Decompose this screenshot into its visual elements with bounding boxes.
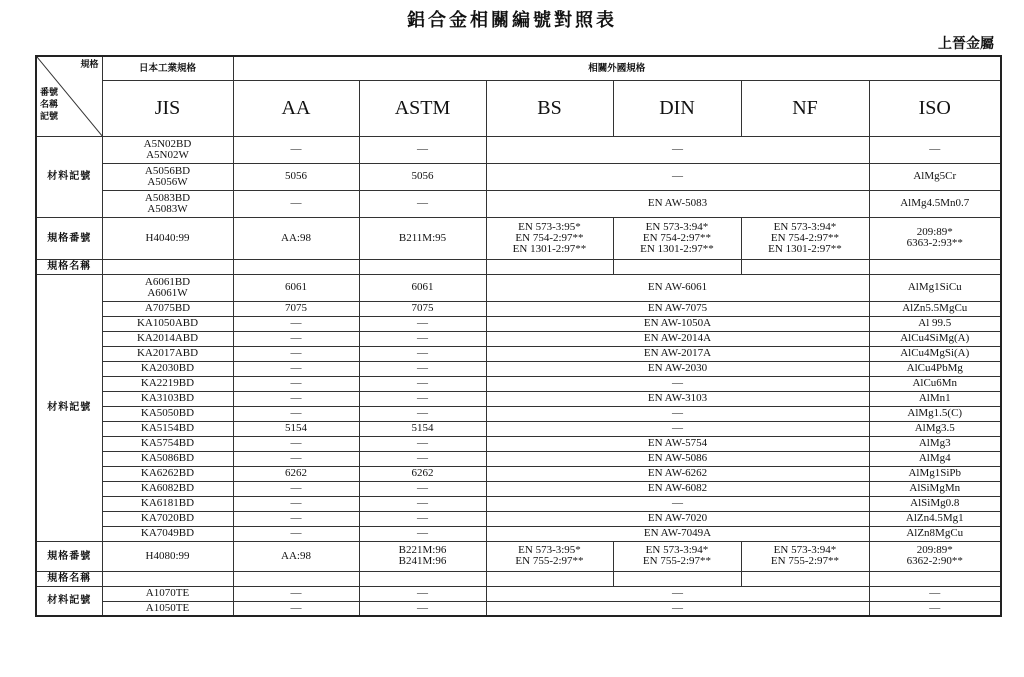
table-row	[36, 481, 1001, 496]
bs-din-nf-cell: EN AW-5083	[486, 190, 869, 217]
alloy-comparison-table	[35, 55, 1002, 617]
iso-cell: AlMg1.5(C)	[869, 406, 1001, 421]
bs-din-nf-cell: EN AW-6262	[486, 466, 869, 481]
bs-din-nf-cell: —	[486, 586, 869, 601]
spec-name-row	[36, 571, 1001, 586]
jis-cell	[102, 190, 233, 217]
astm-cell: —	[359, 136, 486, 163]
iso-cell: AlMg3.5	[869, 421, 1001, 436]
spec-number-iso-cell	[869, 217, 1001, 259]
astm-cell: 5154	[359, 421, 486, 436]
cell-line: EN 573-3:95*	[518, 220, 581, 233]
astm-cell: 6262	[359, 466, 486, 481]
table-row	[36, 376, 1001, 391]
table-row	[36, 601, 1001, 616]
corner-row-labels	[40, 87, 58, 123]
spec-name-empty-cell	[869, 571, 1001, 586]
table-row	[36, 346, 1001, 361]
spec-number-astm-cell: B211M:95	[359, 217, 486, 259]
iso-cell: AlMg4	[869, 451, 1001, 466]
table-row	[36, 586, 1001, 601]
cell-line: A5056BD	[144, 164, 191, 177]
astm-cell: —	[359, 511, 486, 526]
aa-cell: 7075	[233, 301, 359, 316]
spec-name-empty-cell	[102, 259, 233, 274]
aa-cell: —	[233, 496, 359, 511]
bs-din-nf-cell: EN AW-5754	[486, 436, 869, 451]
cell-line: B241M:96	[398, 555, 447, 567]
iso-cell: AlCu4SiMg(A)	[869, 331, 1001, 346]
astm-cell: —	[359, 496, 486, 511]
table-row	[36, 421, 1001, 436]
cell-line: EN 573-3:94*	[645, 544, 709, 556]
astm-cell: 7075	[359, 301, 486, 316]
bs-din-nf-cell: —	[486, 496, 869, 511]
column-header-aa: AA	[233, 80, 359, 136]
foreign-group-header: 相關外國規格	[233, 56, 1001, 80]
cell-line: EN 1301-2:97**	[512, 242, 587, 255]
cell-line: EN 573-3:94*	[645, 220, 709, 233]
iso-cell: —	[869, 586, 1001, 601]
table-row	[36, 190, 1001, 217]
header-group-row	[36, 56, 1001, 80]
table-row	[36, 136, 1001, 163]
aa-cell: —	[233, 391, 359, 406]
spec-name-empty-cell	[869, 259, 1001, 274]
aa-cell: 5056	[233, 163, 359, 190]
jis-cell: KA6262BD	[102, 466, 233, 481]
jis-cell: KA3103BD	[102, 391, 233, 406]
astm-cell: —	[359, 361, 486, 376]
jis-cell: KA2017ABD	[102, 346, 233, 361]
table-row	[36, 331, 1001, 346]
column-header-din: DIN	[613, 80, 741, 136]
astm-cell: —	[359, 451, 486, 466]
corner-row-label: 名稱	[40, 100, 59, 110]
jis-cell: A1050TE	[102, 601, 233, 616]
astm-cell: —	[359, 406, 486, 421]
table-row	[36, 451, 1001, 466]
spec-number-iso-cell	[869, 541, 1001, 571]
corner-spec-label: 規格	[80, 60, 99, 70]
jis-cell: KA5154BD	[102, 421, 233, 436]
aa-cell: —	[233, 376, 359, 391]
spec-name-empty-cell	[613, 259, 741, 274]
jis-cell: KA2014ABD	[102, 331, 233, 346]
jis-group-header: 日本工業規格	[102, 56, 233, 80]
bs-din-nf-cell: —	[486, 601, 869, 616]
table-row	[36, 163, 1001, 190]
iso-cell: AlMg1SiPb	[869, 466, 1001, 481]
spec-name-empty-cell	[359, 259, 486, 274]
jis-cell: KA7049BD	[102, 526, 233, 541]
jis-cell: KA6082BD	[102, 481, 233, 496]
iso-cell: AlCu4PbMg	[869, 361, 1001, 376]
bs-din-nf-cell: EN AW-3103	[486, 391, 869, 406]
aa-cell: 5154	[233, 421, 359, 436]
astm-cell: —	[359, 346, 486, 361]
jis-cell: KA6181BD	[102, 496, 233, 511]
jis-cell: KA5754BD	[102, 436, 233, 451]
spec-number-jis-cell: H4040:99	[102, 217, 233, 259]
cell-line: EN 1301-2:97**	[768, 242, 842, 255]
cell-line: EN 754-2:97**	[515, 231, 584, 244]
spec-name-empty-cell	[486, 259, 613, 274]
spec-name-empty-cell	[359, 571, 486, 586]
aa-cell: —	[233, 451, 359, 466]
jis-cell	[102, 274, 233, 301]
bs-din-nf-cell: EN AW-2014A	[486, 331, 869, 346]
cell-line: EN 573-3:95*	[518, 544, 581, 556]
column-header-nf: NF	[741, 80, 869, 136]
iso-cell: AlMg1SiCu	[869, 274, 1001, 301]
spec-number-bs-cell	[486, 217, 613, 259]
aa-cell: —	[233, 436, 359, 451]
iso-cell: AlSiMgMn	[869, 481, 1001, 496]
iso-cell: —	[869, 136, 1001, 163]
bs-din-nf-cell: EN AW-2030	[486, 361, 869, 376]
spec-name-empty-cell	[233, 259, 359, 274]
cell-line: A5N02BD	[143, 137, 192, 150]
cell-line: A5N02W	[146, 148, 189, 161]
astm-cell: —	[359, 331, 486, 346]
bs-din-nf-cell: —	[486, 406, 869, 421]
spec-name-row	[36, 259, 1001, 274]
aa-cell: —	[233, 316, 359, 331]
bs-din-nf-cell: EN AW-2017A	[486, 346, 869, 361]
spec-name-empty-cell	[486, 571, 613, 586]
iso-cell: Al 99.5	[869, 316, 1001, 331]
astm-cell: —	[359, 190, 486, 217]
table-row	[36, 316, 1001, 331]
table-row	[36, 301, 1001, 316]
jis-cell: KA1050ABD	[102, 316, 233, 331]
row-label-spec-number: 規格番號	[36, 541, 102, 571]
column-header-astm: ASTM	[359, 80, 486, 136]
cell-line: EN 755-2:97**	[515, 555, 584, 567]
spec-name-empty-cell	[102, 571, 233, 586]
jis-cell: KA5050BD	[102, 406, 233, 421]
jis-cell: KA2030BD	[102, 361, 233, 376]
astm-cell: —	[359, 526, 486, 541]
aa-cell: —	[233, 511, 359, 526]
astm-cell: —	[359, 586, 486, 601]
bs-din-nf-cell: EN AW-7049A	[486, 526, 869, 541]
cell-line: A5056W	[147, 175, 188, 188]
cell-line: B221M:96	[398, 544, 447, 556]
table-row	[36, 466, 1001, 481]
astm-cell: —	[359, 316, 486, 331]
table-row	[36, 361, 1001, 376]
jis-cell: KA7020BD	[102, 511, 233, 526]
aa-cell: —	[233, 481, 359, 496]
spec-number-nf-cell	[741, 541, 869, 571]
aa-cell: —	[233, 406, 359, 421]
aa-cell: 6061	[233, 274, 359, 301]
table-row	[36, 436, 1001, 451]
cell-line: 209:89*	[916, 226, 953, 238]
aa-cell: —	[233, 136, 359, 163]
cell-line: 6362-2:90**	[906, 555, 963, 567]
spec-number-aa-cell: AA:98	[233, 541, 359, 571]
bs-din-nf-cell: —	[486, 163, 869, 190]
bs-din-nf-cell: EN AW-5086	[486, 451, 869, 466]
column-header-iso: ISO	[869, 80, 1001, 136]
spec-number-bs-cell	[486, 541, 613, 571]
column-header-jis: JIS	[102, 80, 233, 136]
bs-din-nf-cell: EN AW-1050A	[486, 316, 869, 331]
bs-din-nf-cell: EN AW-7020	[486, 511, 869, 526]
row-label-spec-number: 規格番號	[36, 217, 102, 259]
spec-name-empty-cell	[613, 571, 741, 586]
cell-line: EN 754-2:97**	[642, 231, 712, 244]
document-title: 鋁合金相關編號對照表	[407, 10, 617, 31]
company-name: 上晉金屬	[938, 36, 994, 52]
spec-number-nf-cell	[741, 217, 869, 259]
astm-cell: 6061	[359, 274, 486, 301]
spec-number-row	[36, 217, 1001, 259]
row-label-material: 材料記號	[36, 274, 102, 541]
table-row	[36, 496, 1001, 511]
cell-line: A5083W	[147, 202, 188, 215]
aa-cell: —	[233, 346, 359, 361]
spec-name-empty-cell	[741, 259, 869, 274]
astm-cell: —	[359, 391, 486, 406]
cell-line: A5083BD	[144, 191, 191, 204]
aa-cell: —	[233, 190, 359, 217]
corner-row-label: 記號	[40, 112, 59, 122]
bs-din-nf-cell: —	[486, 421, 869, 436]
table-row	[36, 391, 1001, 406]
table-row	[36, 406, 1001, 421]
cell-line: A6061BD	[144, 275, 191, 288]
corner-cell	[36, 56, 102, 136]
cell-line: EN 754-2:97**	[770, 231, 840, 244]
spec-number-aa-cell: AA:98	[233, 217, 359, 259]
cell-line: 209:89*	[916, 544, 953, 556]
astm-cell: —	[359, 601, 486, 616]
astm-cell: —	[359, 481, 486, 496]
jis-cell	[102, 163, 233, 190]
iso-cell: AlMg5Cr	[869, 163, 1001, 190]
aa-cell: —	[233, 361, 359, 376]
bs-din-nf-cell: EN AW-7075	[486, 301, 869, 316]
aa-cell: —	[233, 331, 359, 346]
iso-cell: AlZn4.5Mg1	[869, 511, 1001, 526]
row-label-spec-name: 規格名稱	[36, 259, 102, 274]
bs-din-nf-cell: —	[486, 136, 869, 163]
iso-cell: —	[869, 601, 1001, 616]
aa-cell: 6262	[233, 466, 359, 481]
spec-number-astm-cell	[359, 541, 486, 571]
aa-cell: —	[233, 526, 359, 541]
header-column-row	[36, 80, 1001, 136]
aa-cell: —	[233, 586, 359, 601]
jis-cell: A7075BD	[102, 301, 233, 316]
cell-line: EN 573-3:94*	[773, 544, 837, 556]
astm-cell: —	[359, 376, 486, 391]
iso-cell: AlMg3	[869, 436, 1001, 451]
cell-line: EN 755-2:97**	[642, 555, 712, 567]
table-row	[36, 526, 1001, 541]
jis-cell: A1070TE	[102, 586, 233, 601]
bs-din-nf-cell: EN AW-6061	[486, 274, 869, 301]
bs-din-nf-cell: EN AW-6082	[486, 481, 869, 496]
iso-cell: AlZn8MgCu	[869, 526, 1001, 541]
spec-name-empty-cell	[741, 571, 869, 586]
aa-cell: —	[233, 601, 359, 616]
spec-number-row	[36, 541, 1001, 571]
row-label-material: 材料記號	[36, 586, 102, 616]
cell-line: 6363-2:93**	[906, 237, 963, 249]
column-header-bs: BS	[486, 80, 613, 136]
iso-cell: AlMn1	[869, 391, 1001, 406]
cell-line: EN 573-3:94*	[773, 220, 837, 233]
table-row	[36, 511, 1001, 526]
table-row	[36, 274, 1001, 301]
spec-name-empty-cell	[233, 571, 359, 586]
jis-cell: KA5086BD	[102, 451, 233, 466]
iso-cell: AlCu4MgSi(A)	[869, 346, 1001, 361]
iso-cell: AlCu6Mn	[869, 376, 1001, 391]
cell-line: EN 755-2:97**	[770, 555, 840, 567]
cell-line: A6061W	[147, 286, 188, 299]
jis-cell	[102, 136, 233, 163]
row-label-material: 材料記號	[36, 136, 102, 217]
iso-cell: AlZn5.5MgCu	[869, 301, 1001, 316]
spec-number-din-cell	[613, 541, 741, 571]
astm-cell: —	[359, 436, 486, 451]
jis-cell: KA2219BD	[102, 376, 233, 391]
iso-cell: AlMg4.5Mn0.7	[869, 190, 1001, 217]
bs-din-nf-cell: —	[486, 376, 869, 391]
astm-cell: 5056	[359, 163, 486, 190]
spec-number-din-cell	[613, 217, 741, 259]
iso-cell: AlSiMg0.8	[869, 496, 1001, 511]
row-label-spec-name: 規格名稱	[36, 571, 102, 586]
corner-row-label: 番號	[40, 88, 59, 98]
cell-line: EN 1301-2:97**	[640, 242, 714, 255]
spec-number-jis-cell: H4080:99	[102, 541, 233, 571]
